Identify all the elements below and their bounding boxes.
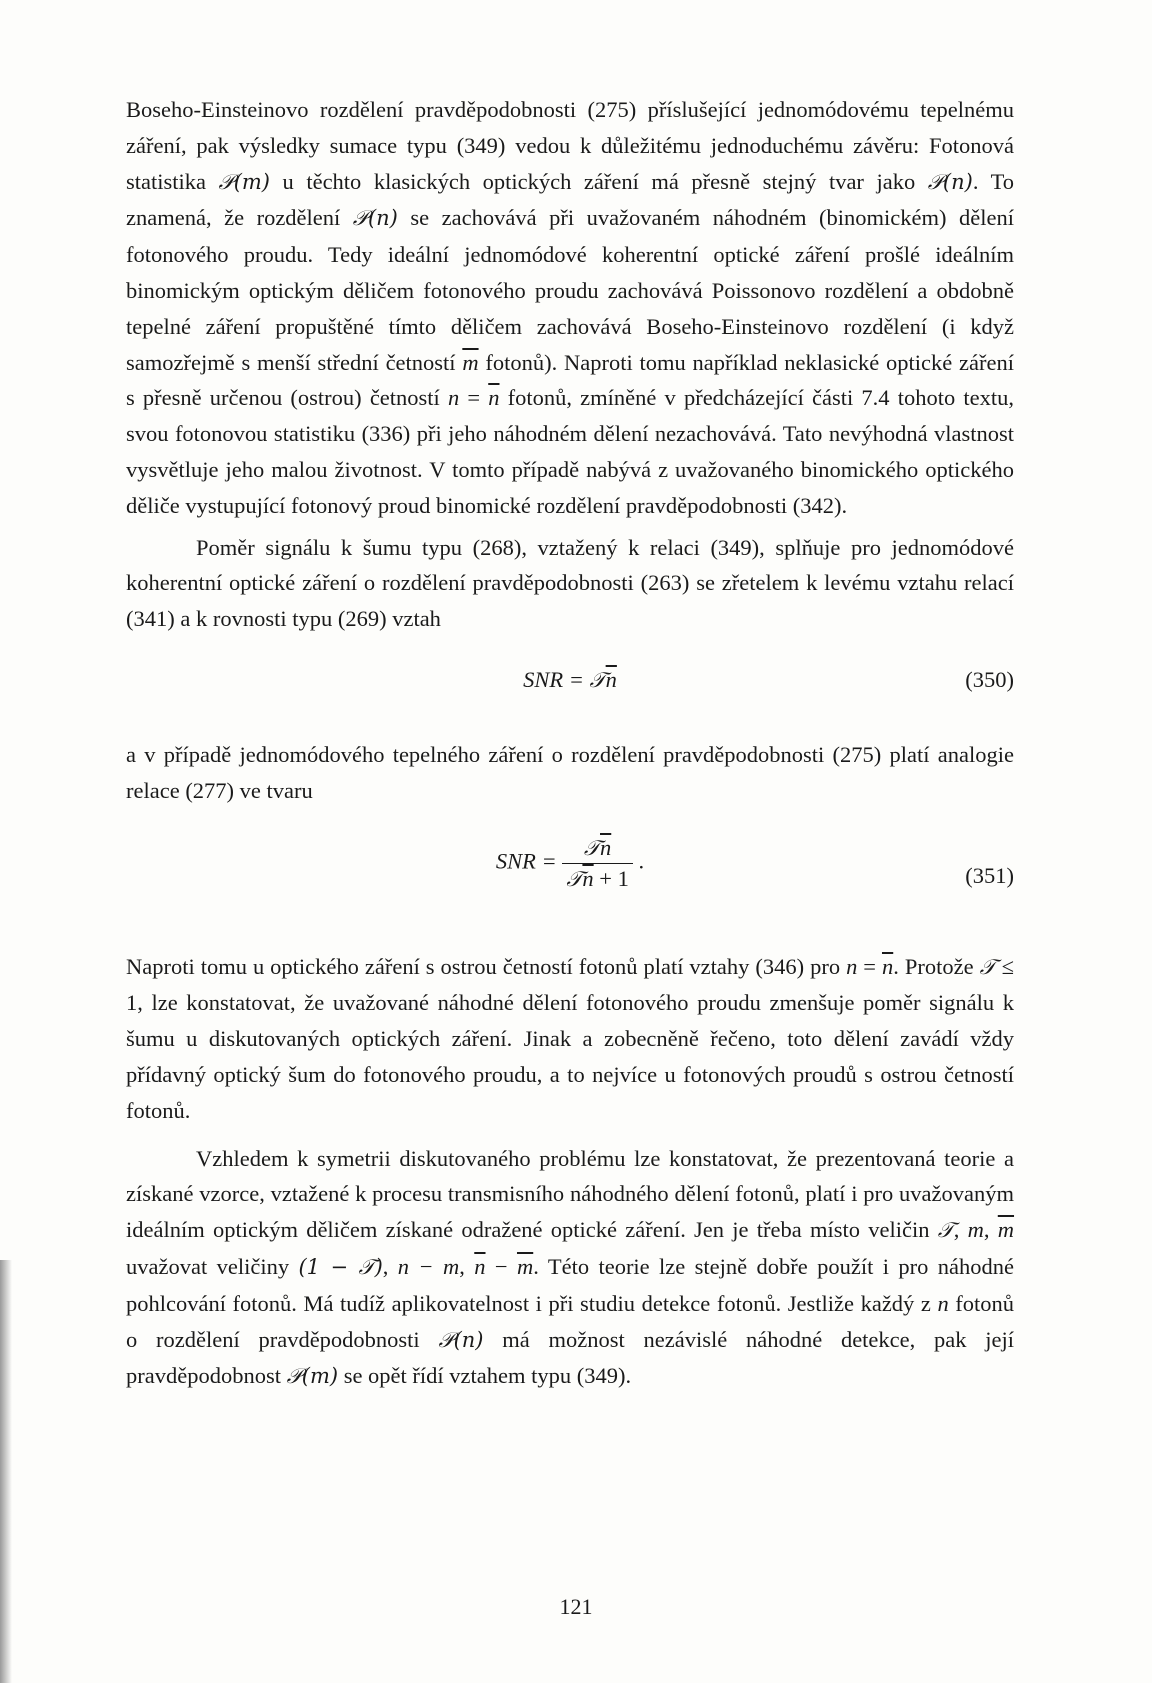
math-n: n <box>447 385 460 411</box>
page-number: 121 <box>559 1594 593 1619</box>
equation-number: (350) <box>965 666 1014 692</box>
paragraph-4: Naproti tomu u optického záření s ostrou četností fotonů platí vztahy (346) pro $n = \overline{n}$. Protože 𝒯 ≤ 1, lze konstatovat, že uvažované náhodné dělení fotonového proudu zmenšuje poměr signálu k šumu u diskutovaných optických záření. Jinak a zobecněně řečeno, toto dělení zavádí vždy přídavný optický šum do fotonového proudu, a to nejvíce u fotonových proudů s ostrou četností fotonů. <box>126 953 1014 1123</box>
paragraph-5: Vzhledem k symetrii diskutovaného problému lze konstatovat, že prezentovaná teorie a získané vzorce, vztažené k procesu transmisního náhodného dělení fotonů, platí i pro uvažovaným ideálním optickým děličem získané odražené optické záření. Jen je třeba místo veličin 𝒯, m, $\overline{m}$ uvažovat veličiny (1 − 𝒯), n − m, $\overline{n} - \overline{m}$. Této teorie lze stejně dobře použít i pro náhodné pohlcování fotonů. Má tudíž aplikovatelnost i při studiu detekce fotonů. Jestliže každý z n fotonů o rozdělení pravděpodobnosti 𝒫(n) má možnost nezávislé náhodné detekce, pak její pravděpodobnost 𝒫(m) se opět řídí vztahem typu (349). <box>126 1145 1015 1389</box>
math-T: 𝒯 <box>979 954 996 979</box>
equation-351: SNR = $\frac{𝒯\overline{n}}{𝒯\overline{n} + 1}$ . (351) <box>126 827 1014 927</box>
math-n-bar: $\overline{n}$ <box>488 385 500 411</box>
paragraph-2: Poměr signálu k šumu typu (268), vztažený k relaci (349), splňuje pro jednomódové koherentní optické záření o rozdělení pravděpodobnosti (263) se zřetelem k levému vztahu relací (341) a k rovnosti typu (269) vztah <box>126 534 1014 632</box>
paragraph-1: Boseho-Einsteinovo rozdělení pravděpodobnosti (275) příslušející jednomódovému tepelnému záření, pak výsledky sumace typu (349) vedou k důležitému jednoduchému závěru: Fotonová statistika 𝒫(m) u těchto klasických optických záření má přesně stejný tvar jako 𝒫(n). To znamená, že rozdělení 𝒫(n) se zachovává při uvažovaném náhodném (binomickém) dělení fotonového proudu. Tedy ideální jednomódové koherentní optické záření prošlé ideálním binomickým optickým děličem fotonového proudu zachovává Poissonovo rozdělení a obdobně tepelné záření propuštěné tímto děličem zachovává Boseho-Einsteinovo rozdělení (i když samozřejmě s menší střední četností $\overline{m}$ fotonů). Naproti tomu například neklasické optické záření s přesně určenou (ostrou) četností $n = \overline{n}$ fotonů, zmíněné v předcházející části 7.4 tohoto textu, svou fotonovou statistiku (336) při jeho náhodném dělení nezachovává. Tato nevýhodná vlastnost vysvětluje jeho malou životnost. V tomto případě nabývá z uvažovaného binomického optického děliče vystupující fotonový proud binomické rozdělení pravděpodobnosti (342). <box>126 97 1014 518</box>
math-P-n: 𝒫(n) <box>927 169 973 194</box>
equation-number: (351) <box>965 862 1014 888</box>
equation-350: SNR = $𝒯\overline{n}$ (350) <box>523 666 1014 692</box>
math-m-bar: $\overline{m}$ <box>462 349 479 375</box>
math-P-n: 𝒫(n) <box>352 206 398 231</box>
page-body <box>126 92 1014 1395</box>
fraction: $\frac{𝒯\overline{n}}{𝒯\overline{n} + 1}$ <box>562 833 633 894</box>
paragraph-3: a v případě jednomódového tepelného záření o rozdělení pravděpodobnosti (275) platí analogie relace (277) ve tvaru <box>126 741 1014 803</box>
math-P-m: 𝒫(m) <box>218 169 270 194</box>
